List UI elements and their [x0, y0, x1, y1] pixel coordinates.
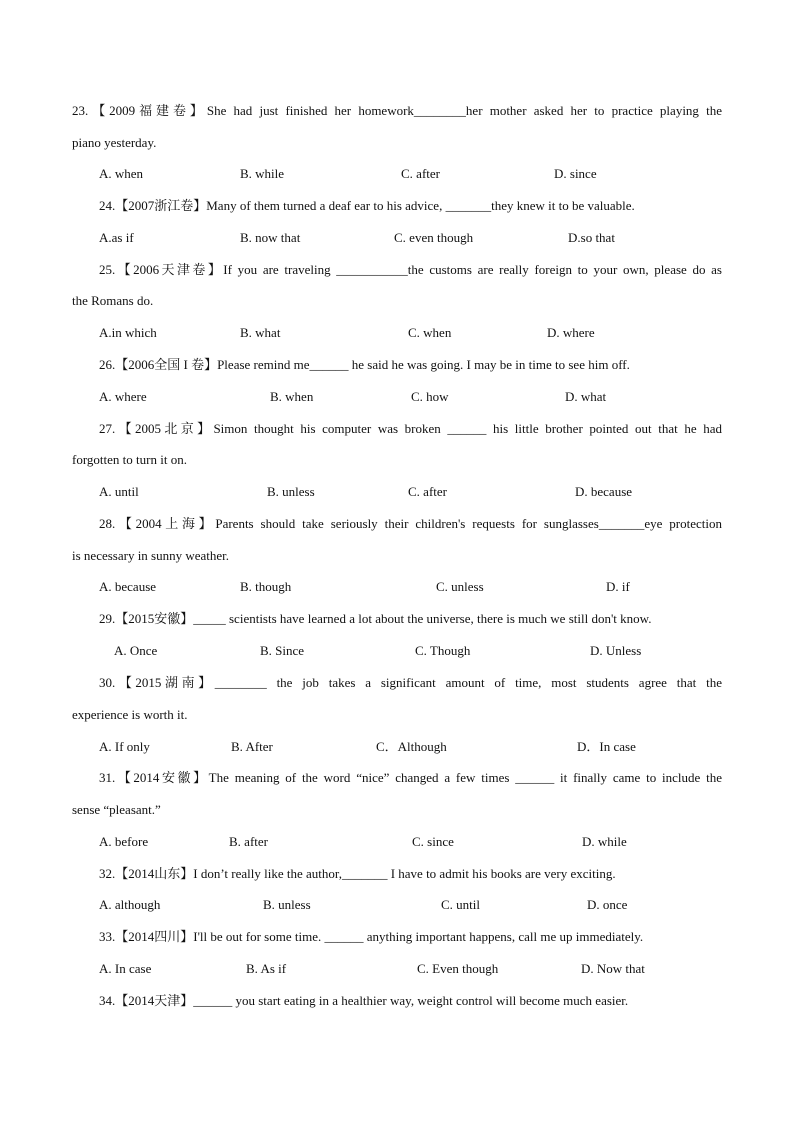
question-34-stem-line-1: 34.【2014天津】______ you start eating in a healthier way, weight control will become much easier.	[99, 993, 629, 1008]
question-23-option-c: C. after	[401, 166, 440, 181]
question-29-stem-line-1: 29.【2015安徽】_____ scientists have learned a lot about the universe, there is much we still don't know.	[99, 611, 652, 626]
question-30-option-d: D．In case	[577, 739, 636, 754]
question-23-stem-line-1: 23.【2009福建卷】She had just finished her homework________her mother asked her to practice playing the	[72, 103, 722, 118]
question-27-option-a: A. until	[99, 484, 139, 499]
question-25-option-b: B. what	[240, 325, 281, 340]
question-26-option-a: A. where	[99, 389, 147, 404]
question-24-option-a: A.as if	[99, 230, 134, 245]
question-30-option-a: A. If only	[99, 739, 150, 754]
question-30-stem-line-1: 30.【2015湖南】________ the job takes a significant amount of time, most students agree that the	[99, 675, 722, 690]
question-25-option-d: D. where	[547, 325, 595, 340]
question-24-option-b: B. now that	[240, 230, 301, 245]
question-27-stem-line-2: forgotten to turn it on.	[72, 452, 187, 467]
question-26-option-d: D. what	[565, 389, 607, 404]
question-27-option-d: D. because	[575, 484, 633, 499]
question-31-option-c: C. since	[412, 834, 454, 849]
question-28-option-a: A. because	[99, 579, 157, 594]
question-29-option-c: C. Though	[415, 643, 471, 658]
question-29-option-a: A. Once	[114, 643, 158, 658]
question-25-option-c: C. when	[408, 325, 452, 340]
question-31-option-a: A. before	[99, 834, 149, 849]
question-32-option-a: A. although	[99, 897, 161, 912]
question-32-stem-line-1: 32.【2014山东】I don’t really like the author,_______ I have to admit his books are very exciting.	[99, 866, 616, 881]
question-31-option-b: B. after	[229, 834, 268, 849]
question-30-stem-line-2: experience is worth it.	[72, 707, 188, 722]
question-23-option-b: B. while	[240, 166, 285, 181]
question-23-option-d: D. since	[554, 166, 597, 181]
question-27-option-c: C. after	[408, 484, 447, 499]
question-23-stem-line-2: piano yesterday.	[72, 135, 157, 150]
question-28-stem-line-1: 28.【2004上海】Parents should take seriously their children's requests for sunglasses_______eye protection	[99, 516, 722, 531]
question-31-stem-line-2: sense “pleasant.”	[72, 802, 161, 817]
question-26-option-b: B. when	[270, 389, 314, 404]
question-25-option-a: A.in which	[99, 325, 157, 340]
question-33-option-a: A. In case	[99, 961, 152, 976]
question-28-option-b: B. though	[240, 579, 292, 594]
question-26-option-c: C. how	[411, 389, 449, 404]
question-24-option-c: C. even though	[394, 230, 474, 245]
question-25-stem-line-2: the Romans do.	[72, 293, 154, 308]
question-28-stem-line-2: is necessary in sunny weather.	[72, 548, 230, 563]
question-29-option-d: D. Unless	[590, 643, 642, 658]
question-30-option-c: C．Although	[376, 739, 447, 754]
question-31-stem-line-1: 31.【2014安徽】The meaning of the word “nice” changed a few times ______ it finally came to include the	[99, 770, 722, 785]
question-32-option-c: C. until	[441, 897, 481, 912]
question-29-option-b: B. Since	[260, 643, 305, 658]
question-31-option-d: D. while	[582, 834, 627, 849]
question-33-stem-line-1: 33.【2014四川】I'll be out for some time. ______ anything important happens, call me up immediately.	[99, 929, 644, 944]
question-27-stem-line-1: 27.【2005北京】Simon thought his computer was broken ______ his little brother pointed out that he had	[99, 421, 722, 436]
question-32-option-d: D. once	[587, 897, 628, 912]
question-25-stem-line-1: 25.【2006天津卷】If you are traveling ___________the customs are really foreign to your own, please do as	[99, 262, 722, 277]
question-26-stem-line-1: 26.【2006全国 I 卷】Please remind me______ he said he was going. I may be in time to see him off.	[99, 357, 630, 372]
question-27-option-b: B. unless	[267, 484, 315, 499]
question-28-option-d: D. if	[606, 579, 630, 594]
question-28-option-c: C. unless	[436, 579, 484, 594]
question-32-option-b: B. unless	[263, 897, 311, 912]
question-24-option-d: D.so that	[568, 230, 615, 245]
question-24-stem-line-1: 24.【2007浙江卷】Many of them turned a deaf ear to his advice, _______they knew it to be valuable.	[99, 198, 635, 213]
question-33-option-c: C. Even though	[417, 961, 499, 976]
question-23-option-a: A. when	[99, 166, 144, 181]
question-30-option-b: B. After	[231, 739, 273, 754]
question-33-option-d: D. Now that	[581, 961, 645, 976]
question-33-option-b: B. As if	[246, 961, 287, 976]
